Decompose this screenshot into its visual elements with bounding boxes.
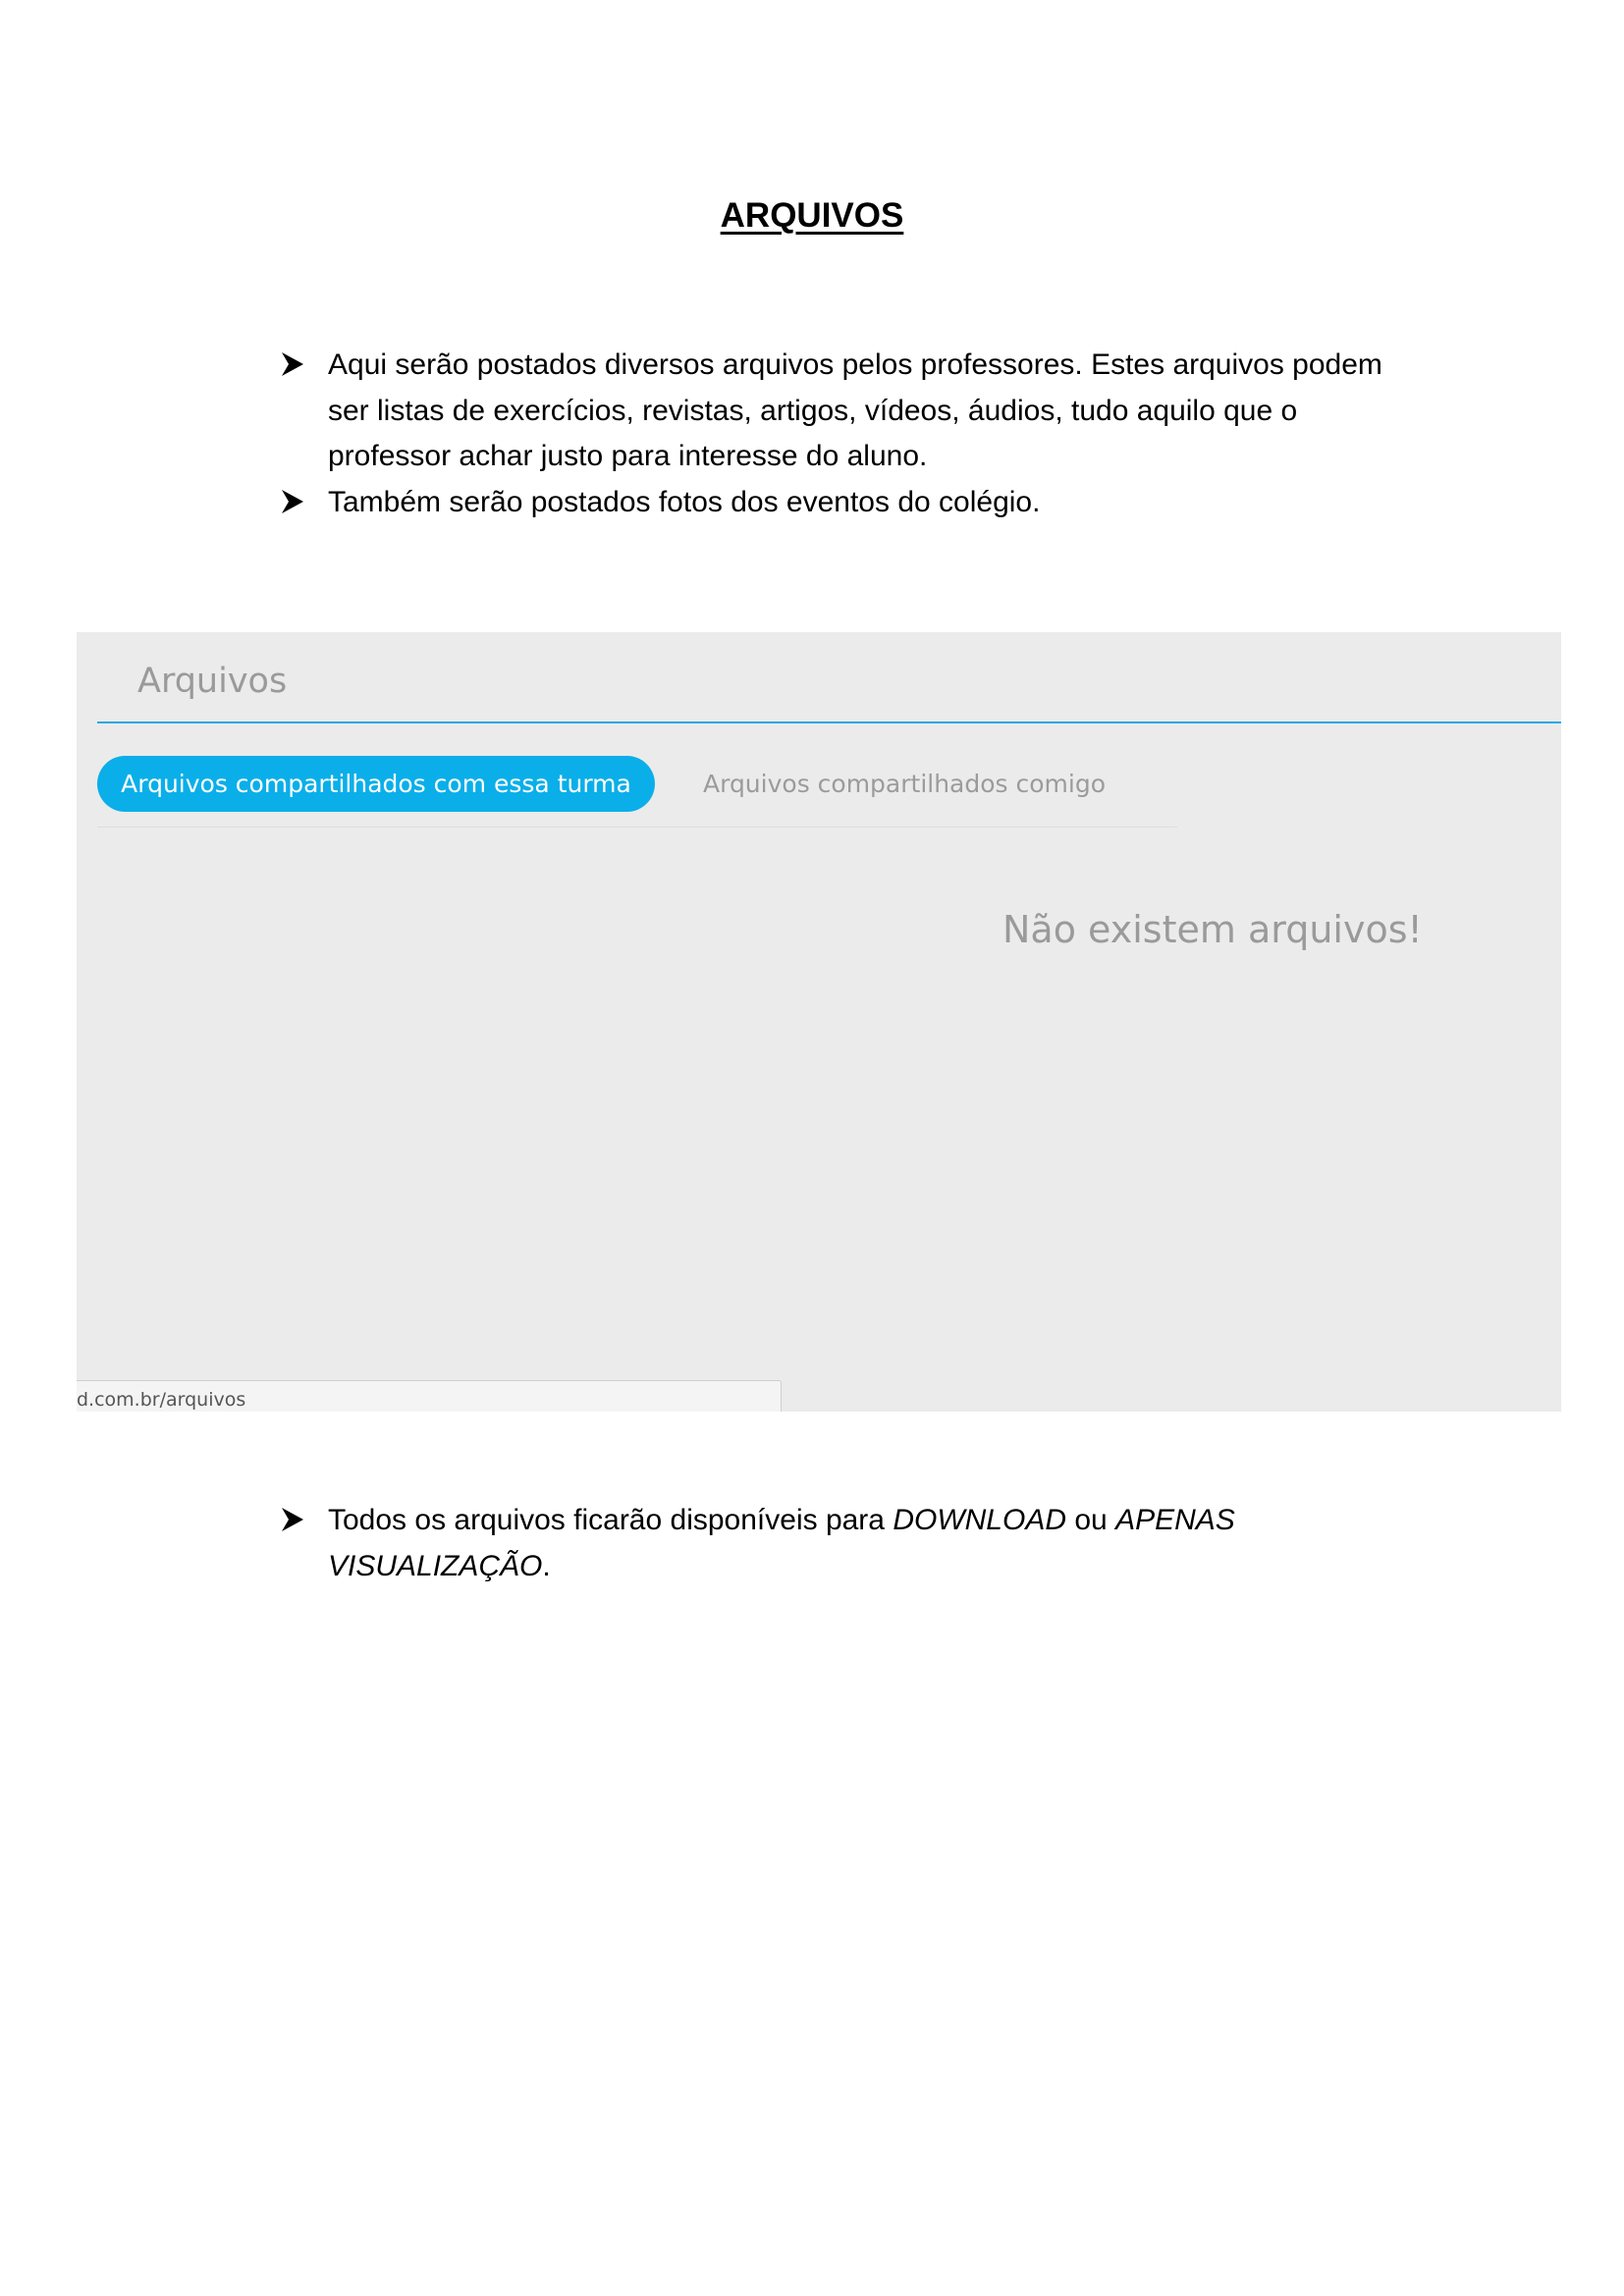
arrowhead-bullet-icon [281,480,310,525]
header-divider [97,721,1561,723]
files-page-screenshot [77,632,1561,1412]
bullet-text-part: Todos os arquivos ficarão disponíveis para [328,1504,893,1536]
tab-shared-with-me[interactable]: Arquivos compartilhados comigo [703,770,1107,798]
bullet-item [281,343,1400,480]
status-url: d.com.br/arquivos [77,1389,246,1411]
bullet-emphasis-download: DOWNLOAD [893,1504,1067,1536]
bullet-list-bottom [281,1498,1400,1589]
document-title: ARQUIVOS [720,196,904,235]
bullet-list-top [281,343,1400,525]
bullet-text: Aqui serão postados diversos arquivos pelos professores. Estes arquivos podem ser listas de exercícios, revistas, artigos, vídeos, áudios, tudo aquilo que o professor achar justo para interesse do aluno. [328,348,1382,472]
bullet-text-part: . [542,1549,551,1582]
browser-status-bar [77,1380,782,1412]
bullet-item [281,1498,1400,1589]
bullet-emphasis-view-only: APENAS VISUALIZAÇÃO [328,1504,1235,1582]
arrowhead-bullet-icon [281,1498,310,1543]
bullet-item [281,480,1400,526]
bullet-text-part: ou [1066,1504,1116,1536]
tabs-divider [97,827,1177,828]
page-title: Arquivos [137,662,288,701]
tab-shared-with-class[interactable]: Arquivos compartilhados com essa turma [97,756,655,812]
bullet-text: Também serão postados fotos dos eventos do colégio. [328,485,1041,518]
empty-state-message: Não existem arquivos! [1002,908,1423,951]
arrowhead-bullet-icon [281,343,310,388]
